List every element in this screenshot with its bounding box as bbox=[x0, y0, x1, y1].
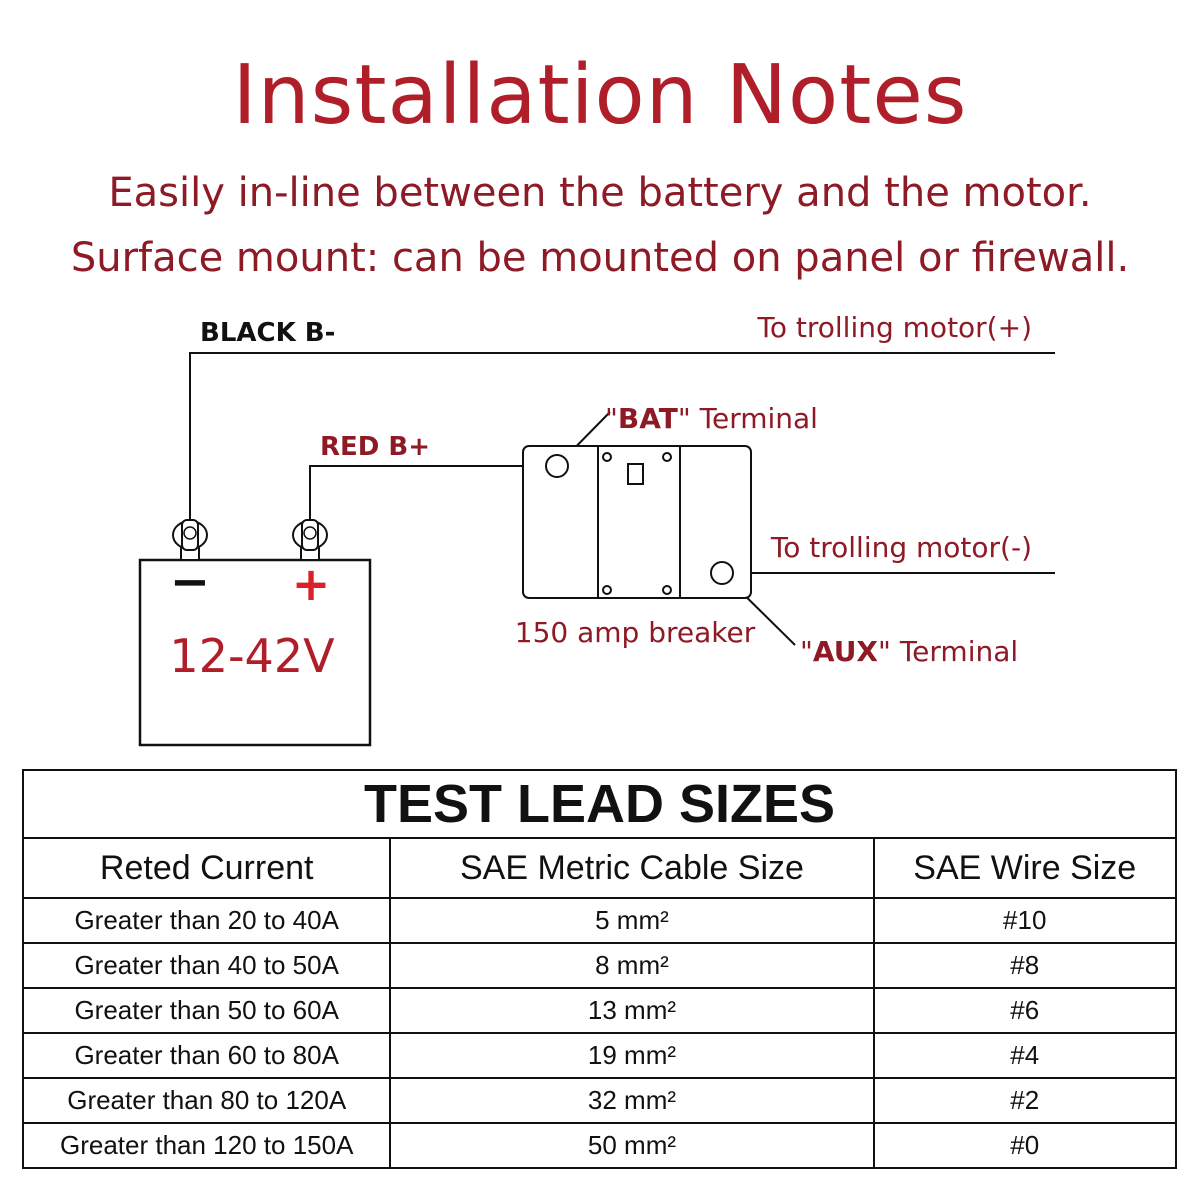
cell-metric: 19 mm² bbox=[390, 1033, 873, 1078]
cell-metric: 13 mm² bbox=[390, 988, 873, 1033]
cell-awg: #8 bbox=[874, 943, 1177, 988]
aux-terminal-stud bbox=[711, 562, 733, 584]
table-row bbox=[23, 988, 1176, 1033]
battery bbox=[140, 520, 370, 745]
cell-awg: #4 bbox=[874, 1033, 1177, 1078]
red-wire bbox=[310, 466, 557, 520]
table-title: TEST LEAD SIZES bbox=[23, 770, 1176, 838]
subtitle-line-1: Easily in-line between the battery and the motor. bbox=[108, 170, 1092, 216]
table-row bbox=[23, 943, 1176, 988]
cell-current: Greater than 50 to 60A bbox=[23, 988, 390, 1033]
motor-positive-label: To trolling motor(+) bbox=[757, 311, 1032, 344]
battery-minus-sign: − bbox=[169, 554, 211, 610]
test-lead-sizes-table bbox=[22, 769, 1177, 1169]
black-lead-label: BLACK B- bbox=[200, 318, 336, 348]
cell-metric: 32 mm² bbox=[390, 1078, 873, 1123]
circuit-breaker bbox=[523, 446, 751, 598]
cell-current: Greater than 120 to 150A bbox=[23, 1123, 390, 1168]
cell-metric: 5 mm² bbox=[390, 898, 873, 943]
table-row bbox=[23, 898, 1176, 943]
header-wire-size: SAE Wire Size bbox=[874, 838, 1177, 898]
cell-current: Greater than 40 to 50A bbox=[23, 943, 390, 988]
cell-awg: #0 bbox=[874, 1123, 1177, 1168]
cell-awg: #10 bbox=[874, 898, 1177, 943]
bat-terminal-label: "BAT" Terminal bbox=[605, 402, 818, 435]
motor-negative-label: To trolling motor(-) bbox=[770, 531, 1032, 564]
header-rated-current: Reted Current bbox=[23, 838, 390, 898]
red-lead-label: RED B+ bbox=[320, 432, 431, 462]
positive-post bbox=[293, 520, 327, 560]
cell-awg: #6 bbox=[874, 988, 1177, 1033]
cell-current: Greater than 80 to 120A bbox=[23, 1078, 390, 1123]
subtitle-line-2: Surface mount: can be mounted on panel or firewall. bbox=[70, 235, 1130, 281]
aux-terminal-label: "AUX" Terminal bbox=[800, 635, 1019, 668]
battery-plus-sign: + bbox=[291, 557, 331, 611]
cell-awg: #2 bbox=[874, 1078, 1177, 1123]
table-header-row bbox=[23, 838, 1176, 898]
cell-current: Greater than 60 to 80A bbox=[23, 1033, 390, 1078]
table-row bbox=[23, 1123, 1176, 1168]
table-row bbox=[23, 1078, 1176, 1123]
cell-current: Greater than 20 to 40A bbox=[23, 898, 390, 943]
table-row bbox=[23, 1033, 1176, 1078]
battery-voltage: 12-42V bbox=[169, 629, 335, 683]
bat-terminal-stud bbox=[546, 455, 568, 477]
page-title: Installation Notes bbox=[232, 48, 968, 143]
breaker-reset-button bbox=[628, 464, 643, 484]
cell-metric: 50 mm² bbox=[390, 1123, 873, 1168]
cell-metric: 8 mm² bbox=[390, 943, 873, 988]
breaker-label: 150 amp breaker bbox=[514, 616, 756, 649]
header-metric-cable-size: SAE Metric Cable Size bbox=[390, 838, 873, 898]
